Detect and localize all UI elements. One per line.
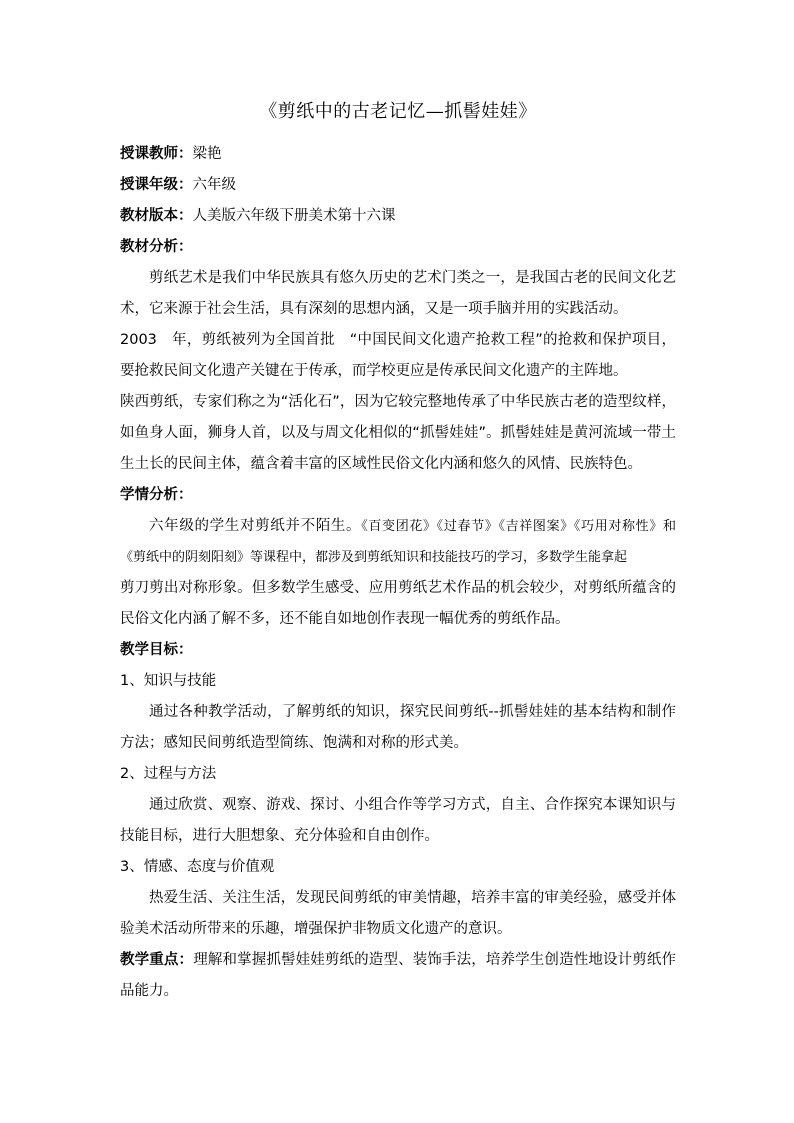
material-analysis-paragraph-2: 2003 年，剪纸被列为全国首批 “中国民间文化遗产抢救工程”的抢救和保护项目，要抢救民间文化遗产关键在于传承，而学校更应是传承民间文化遗产的主阵地。 (120, 332, 676, 379)
student-analysis-text-b: 《百变团花》《过春节》《吉祥图案》《巧用对称性》和《剪纸中的阴刻阳刻》等课程中，都涉及到剪纸知识和技能技巧的学习，多数学生能拿起 (120, 519, 676, 565)
material-analysis-paragraph-3: 陕西剪纸，专家们称之为“活化石”，因为它较完整地传承了中华民族古老的造型纹样，如鱼身人面，狮身人首，以及与周文化相似的“抓髻娃娃”。抓髻娃娃是黄河流域一带土生土长的民间主体，蕴含着丰富的区域性民俗文化内涵和悠久的风情、民族特色。 (120, 394, 676, 472)
edition-line (120, 201, 676, 232)
student-analysis-text-a: 六年级的学生对剪纸并不陌生。 (149, 518, 362, 534)
key-points-line (120, 945, 676, 1007)
objective-2-title: 2、过程与方法 (120, 766, 217, 782)
document-title: 《剪纸中的古老记忆—抓髻娃娃》 (259, 101, 537, 122)
objective-2-text: 通过欣赏、观察、游戏、探讨、小组合作等学习方式，自主、合作探究本课知识与技能目标，进行大胆想象、充分体验和自由创作。 (120, 797, 676, 844)
objective-3-title: 3、情感、态度与价值观 (120, 859, 275, 875)
edition-value: 人美版六年级下册美术第十六课 (192, 208, 396, 224)
material-analysis-paragraph-1: 剪纸艺术是我们中华民族具有悠久历史的艺术门类之一，是我国古老的民间文化艺术，它来源于社会生活，具有深刻的思想内涵，又是一项手脑并用的实践活动。 (120, 270, 676, 317)
objective-3-text: 热爱生活、关注生活，发现民间剪纸的审美情趣，培养丰富的审美经验，感受并体验美术活动所带来的乐趣，增强保护非物质文化遗产的意识。 (120, 890, 676, 937)
student-analysis-heading: 学情分析： (120, 487, 193, 503)
objective-1-text: 通过各种教学活动，了解剪纸的知识，探究民间剪纸--抓髻娃娃的基本结构和制作方法；感知民间剪纸造型简练、饱满和对称的形式美。 (120, 704, 676, 751)
objectives-heading: 教学目标： (120, 642, 193, 658)
grade-value: 六年级 (192, 177, 236, 193)
teacher-value: 梁艳 (192, 146, 222, 162)
key-points-label: 教学重点： (120, 952, 194, 968)
teacher-label: 授课教师： (120, 146, 193, 162)
edition-label: 教材版本： (120, 208, 193, 224)
student-analysis-paragraph-1 (120, 511, 676, 573)
student-analysis-paragraph-2: 剪刀剪出对称形象。但多数学生感受、应用剪纸艺术作品的机会较少，对剪纸所蕴含的民俗文化内涵了解不多，还不能自如地创作表现一幅优秀的剪纸作品。 (120, 580, 676, 627)
document-body (120, 100, 676, 1007)
grade-line (120, 170, 676, 201)
teacher-line (120, 139, 676, 170)
objective-1-title: 1、知识与技能 (120, 673, 217, 689)
key-points-value: 理解和掌握抓髻娃娃剪纸的造型、装饰手法，培养学生创造性地设计剪纸作品能力。 (120, 952, 677, 999)
material-analysis-heading: 教材分析： (120, 239, 193, 255)
grade-label: 授课年级： (120, 177, 193, 193)
